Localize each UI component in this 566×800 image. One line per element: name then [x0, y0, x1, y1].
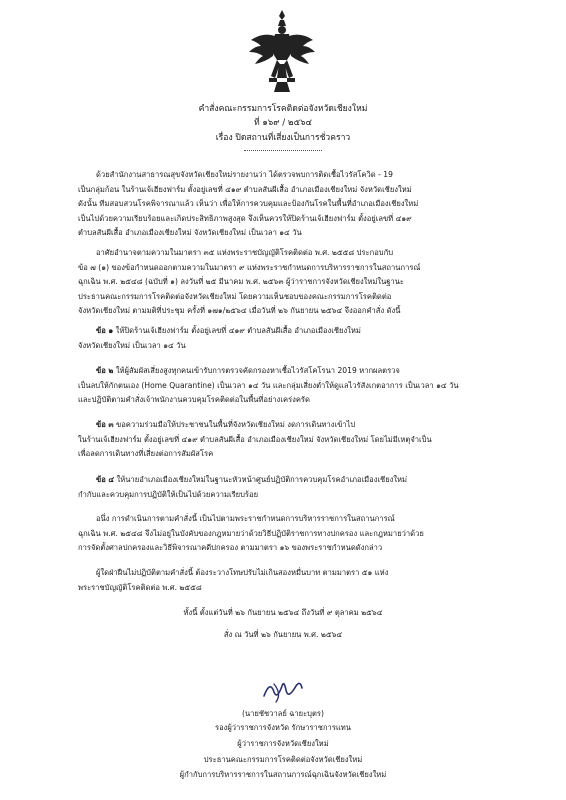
- paragraph-line: ในร้านเจ้เฮียงฟาร์ม ตั้งอยู่เลขที่ ๔๑๙ ตำบลสันผีเสื้อ อำเภอเมืองเชียงใหม่ จังหวัดเชียงใหม่ โดยไม่มีเหตุจำเป็น: [78, 434, 432, 444]
- clause-3: [78, 418, 504, 462]
- signer-name: (นายชัชวาลย์ ฉายะบุตร): [242, 709, 324, 718]
- paragraph-line: เพื่อลดการเดินทางที่เสี่ยงต่อการสัมผัสโรค: [78, 449, 214, 459]
- paragraph-line: ดังนั้น ทีมสอบสวนโรคพิจารณาแล้ว เห็นว่า เพื่อให้การควบคุมและป้องกันโรคในพื้นที่อำเภอเมืองเชียงใหม่: [78, 199, 419, 209]
- signature-icon: [260, 676, 306, 704]
- paragraph-line: ตำบลสันผีเสื้อ อำเภอเมืองเชียงใหม่ จังหวัดเชียงใหม่ เป็นเวลา ๑๔ วัน: [78, 228, 302, 238]
- clause-text: ให้นายอำเภอเมืองเชียงใหม่ในฐานะหัวหน้าศูนย์ปฏิบัติการควบคุมโรคอำเภอเมืองเชียงใหม่: [114, 475, 408, 484]
- paragraph-line: อนึ่ง การดำเนินการตามคำสั่งนี้ เป็นไปตามพระราชกำหนดการบริหารราชการในสถานการณ์: [96, 514, 395, 523]
- clause-label: ข้อ ๔: [96, 475, 115, 484]
- penalty-paragraph: [78, 566, 504, 595]
- signer-position: รองผู้ว่าราชการจังหวัด รักษาราชการแทน: [214, 723, 351, 732]
- clause-2: [78, 364, 504, 408]
- intro-paragraph: [78, 168, 504, 241]
- order-subject: เรื่อง ปิดสถานที่เสี่ยงเป็นการชั่วคราว: [215, 133, 351, 143]
- paragraph-line: เป็นลบให้กักตนเอง (Home Quarantine) เป็นเวลา ๑๔ วัน และกลุ่มเสี่ยงต่ำให้ดูแลไวรัสังเกตอาการ เป็นเวลา ๑๔ วัน: [78, 380, 459, 390]
- order-date: สั่ง ณ วันที่ ๒๖ กันยายน พ.ศ. ๒๕๖๔: [223, 630, 343, 639]
- clause-text: ขอความร่วมมือให้ประชาชนในพื้นที่จังหวัดเชียงใหม่ งดการเดินทางเข้าไป: [113, 420, 356, 429]
- paragraph-line: เป็นไปด้วยความเรียบร้อยและเกิดประสิทธิภาพสูงสุด จึงเห็นควรให้ปิดร้านเจ้เฮียงฟาร์ม ตั้งอยู่เลขที่ ๔๑๙: [78, 213, 412, 223]
- signer-position: ประธานคณะกรรมการโรคติดต่อจังหวัดเชียงใหม่: [203, 755, 363, 764]
- note-paragraph: [78, 512, 504, 556]
- paragraph-line: เป็นกลุ่มก้อน ในร้านเจ้เฮียงฟาร์ม ตั้งอยู่เลขที่ ๔๑๙ ตำบลสันผีเสื้อ อำเภอเมืองเชียงใหม่ จังหวัดเชียงใหม่: [78, 184, 412, 194]
- authority-paragraph: [78, 246, 504, 319]
- clause-4: [78, 473, 504, 502]
- paragraph-line: พระราชบัญญัติโรคติดต่อ พ.ศ. ๒๕๕๘: [78, 582, 202, 592]
- clause-text: ให้ผู้สัมผัสเสี่ยงสูงทุกคนเข้ารับการตรวจคัดกรองหาเชื้อไวรัสโคโรนา 2019 หากผลตรวจ: [113, 366, 400, 375]
- garuda-emblem-icon: [247, 8, 317, 96]
- paragraph-line: จังหวัดเชียงใหม่ ตามมติที่ประชุม ครั้งที่ ๑๗๑/๒๕๖๔ เมื่อวันที่ ๒๖ กันยายน ๒๕๖๔ จึงออกคำสั่ง ดังนี้: [78, 306, 401, 316]
- effective-dates: ทั้งนี้ ตั้งแต่วันที่ ๒๖ กันยายน ๒๕๖๔ ถึงวันที่ ๙ ตุลาคม ๒๕๖๔: [183, 608, 383, 617]
- signer-position: ผู้กำกับการบริหารราชการในสถานการณ์ฉุกเฉินจังหวัดเชียงใหม่: [179, 770, 387, 779]
- title-separator: [244, 150, 322, 151]
- paragraph-line: อาศัยอำนาจตามความในมาตรา ๓๕ แห่งพระราชบัญญัติโรคติดต่อ พ.ศ. ๒๕๕๘ ประกอบกับ: [96, 248, 394, 257]
- clause-1: [78, 324, 504, 353]
- paragraph-line: และปฏิบัติตามคำสั่งเจ้าพนักงานควบคุมโรคติดต่อในพื้นที่อย่างเคร่งครัด: [78, 395, 310, 405]
- clause-label: ข้อ ๓: [96, 420, 114, 429]
- paragraph-line: ด้วยสำนักงานสาธารณสุขจังหวัดเชียงใหม่รายงานว่า ได้ตรวจพบการติดเชื้อไวรัสโควิด - 19: [96, 170, 393, 179]
- paragraph-line: ฉุกเฉิน พ.ศ. ๒๕๔๘ จึงไม่อยู่ในบังคับของกฎหมายว่าด้วยวิธีปฏิบัติราชการทางปกครอง และกฎหมายว่าด้วย: [78, 528, 424, 538]
- signer-position: ผู้ว่าราชการจังหวัดเชียงใหม่: [237, 739, 329, 748]
- paragraph-line: ผู้ใดฝ่าฝืนไม่ปฏิบัติตามคำสั่งนี้ ต้องระวางโทษปรับไม่เกินสองหมื่นบาท ตามมาตรา ๕๑ แห่ง: [96, 568, 389, 577]
- paragraph-line: การจัดตั้งศาลปกครองและวิธีพิจารณาคดีปกครอง ตามมาตรา ๑๖ ของพระราชกำหนดดังกล่าว: [78, 543, 383, 553]
- order-title: คำสั่งคณะกรรมการโรคติดต่อจังหวัดเชียงใหม่: [198, 104, 368, 114]
- paragraph-line: ฉุกเฉิน พ.ศ. ๒๕๔๘ (ฉบับที่ ๑) ลงวันที่ ๒๕ มีนาคม พ.ศ. ๒๕๖๓ ผู้ว่าราชการจังหวัดเชียงใหม่ในฐานะ: [78, 277, 405, 287]
- paragraph-line: กำกับและควบคุมการปฏิบัติให้เป็นไปด้วยความเรียบร้อย: [78, 489, 259, 499]
- paragraph-line: จังหวัดเชียงใหม่ เป็นเวลา ๑๔ วัน: [78, 340, 186, 350]
- paragraph-line: ประธานคณะกรรมการโรคติดต่อจังหวัดเชียงใหม่ โดยความเห็นชอบของคณะกรรมการโรคติดต่อ: [78, 291, 392, 301]
- order-number: ที่ ๑๖๙ / ๒๕๖๔: [253, 118, 313, 128]
- clause-text: ให้ปิดร้านเจ้เฮียงฟาร์ม ตั้งอยู่เลขที่ ๔๑๙ ตำบลสันผีเสื้อ อำเภอเมืองเชียงใหม่: [113, 326, 361, 335]
- clause-label: ข้อ ๑: [96, 326, 114, 335]
- clause-label: ข้อ ๒: [96, 366, 114, 375]
- paragraph-line: ข้อ ๗ (๑) ของข้อกำหนดออกตามความในมาตรา ๙ แห่งพระราชกำหนดการบริหารราชการในสถานการณ์: [78, 262, 421, 272]
